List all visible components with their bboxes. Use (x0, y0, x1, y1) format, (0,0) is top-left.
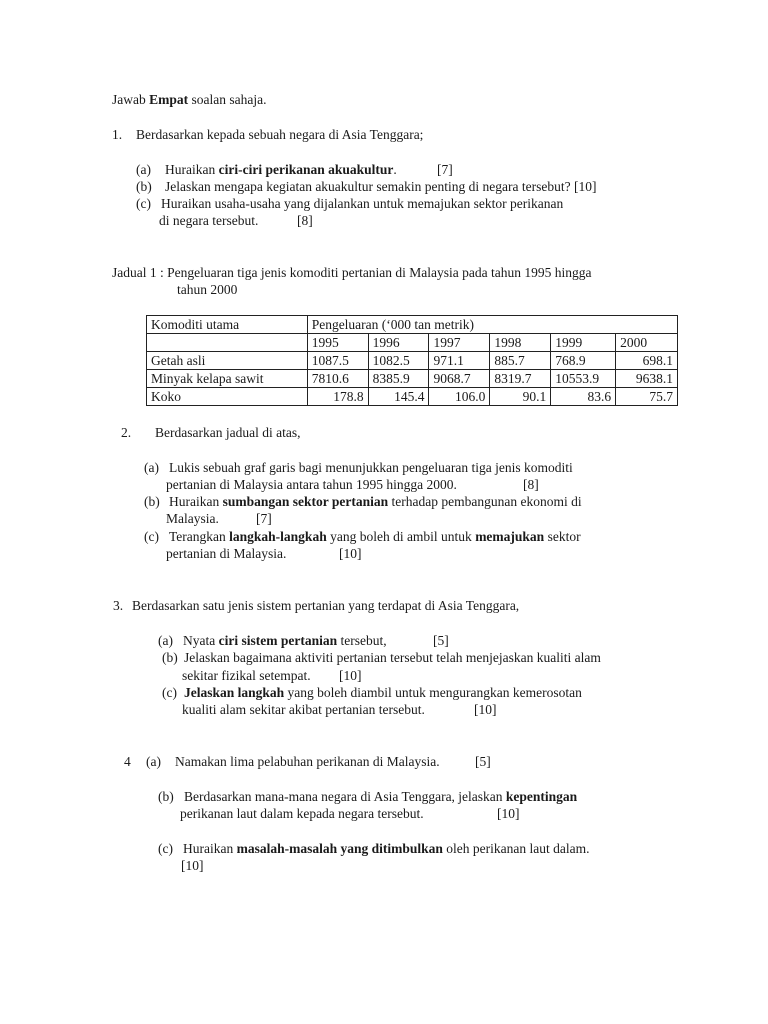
q2b-line1 (169, 493, 582, 511)
q4a-label: (a) (146, 754, 161, 769)
q2c-mid: yang boleh di ambil untuk (326, 529, 476, 544)
q3c-bold: Jelaskan langkah (184, 685, 285, 700)
instruction-bold: Empat (149, 92, 189, 107)
q1c-line2: di negara tersebut. (159, 213, 259, 228)
table-caption-line1: Jadual 1 : Pengeluaran tiga jenis komoditi pertanian di Malaysia pada tahun 1995 hingga (112, 265, 592, 280)
table-head-production: Pengeluaran (‘000 tan metrik) (307, 316, 677, 334)
table-head-commodity: Komoditi utama (147, 316, 308, 334)
q4c-pre: Huraikan (183, 841, 237, 856)
q4c-label: (c) (158, 841, 173, 856)
q2c-label: (c) (144, 529, 159, 544)
q3c-label: (c) (162, 685, 177, 700)
q4c-line1 (183, 840, 590, 858)
q2a-line2: pertanian di Malaysia antara tahun 1995 hingga 2000. (166, 477, 457, 492)
table-cell: 10553.9 (551, 370, 616, 388)
table-row-name: Koko (147, 388, 308, 406)
table-cell: 971.1 (429, 352, 490, 370)
q2a-label: (a) (144, 460, 159, 475)
table-row-name: Minyak kelapa sawit (147, 370, 308, 388)
table-year: 1995 (307, 334, 368, 352)
q2b-marks: [7] (256, 511, 272, 526)
q1b-label: (b) (136, 179, 152, 194)
q4-number: 4 (124, 754, 131, 769)
table-year: 1999 (551, 334, 616, 352)
table-row (147, 370, 678, 388)
q1b-text: Jelaskan mengapa kegiatan akuakultur semakin penting di negara tersebut? [10] (165, 179, 597, 194)
table-cell: 178.8 (307, 388, 368, 406)
q3c-post: yang boleh diambil untuk mengurangkan kemerosotan (284, 685, 582, 700)
q3c-line2: kualiti alam sekitar akibat pertanian tersebut. (182, 702, 425, 717)
table-cell: 83.6 (551, 388, 616, 406)
q4b-line2: perikanan laut dalam kepada negara tersebut. (180, 806, 424, 821)
q3-number: 3. (113, 598, 124, 613)
instruction (112, 91, 266, 109)
q2a-line1: Lukis sebuah graf garis bagi menunjukkan pengeluaran tiga jenis komoditi (169, 460, 573, 475)
q1a-label: (a) (136, 162, 151, 177)
table-cell: 1082.5 (368, 352, 429, 370)
q2c-bold2: memajukan (475, 529, 545, 544)
q2-stem: Berdasarkan jadual di atas, (155, 425, 301, 440)
q2c-line1 (169, 528, 581, 546)
table-cell: 9068.7 (429, 370, 490, 388)
table-years-row (147, 334, 678, 352)
table-cell: 145.4 (368, 388, 429, 406)
q2-number: 2. (121, 425, 132, 440)
table-header-row (147, 316, 678, 334)
instruction-text: Jawab (112, 92, 150, 107)
q2c-pre: Terangkan (169, 529, 230, 544)
q3a-post: tersebut, (337, 633, 387, 648)
q1a-text (165, 161, 397, 179)
instruction-text-end: soalan sahaja. (188, 92, 267, 107)
q2b-post: terhadap pembangunan ekonomi di (388, 494, 582, 509)
q2c-marks: [10] (339, 546, 362, 561)
q1-number: 1. (112, 127, 123, 142)
table-year: 1997 (429, 334, 490, 352)
q2b-pre: Huraikan (169, 494, 223, 509)
q4a-marks: [5] (475, 754, 491, 769)
table-cell: 885.7 (490, 352, 551, 370)
table-cell: 8385.9 (368, 370, 429, 388)
q2c-line2: pertanian di Malaysia. (166, 546, 287, 561)
q3c-marks: [10] (474, 702, 497, 717)
q3-stem: Berdasarkan satu jenis sistem pertanian yang terdapat di Asia Tenggara, (132, 598, 520, 613)
q3a-marks: [5] (433, 633, 449, 648)
q3a-bold: ciri sistem pertanian (218, 633, 338, 648)
q4b-pre: Berdasarkan mana-mana negara di Asia Tenggara, jelaskan (184, 789, 506, 804)
table-cell: 1087.5 (307, 352, 368, 370)
table-cell: 106.0 (429, 388, 490, 406)
q4b-marks: [10] (497, 806, 520, 821)
q4b-line1 (184, 788, 577, 806)
q4c-marks: [10] (181, 858, 204, 873)
table-caption-line2: tahun 2000 (177, 282, 238, 297)
table-cell-empty (147, 334, 308, 352)
table-cell: 8319.7 (490, 370, 551, 388)
q4b-bold: kepentingan (505, 789, 578, 804)
q3a-text (183, 632, 387, 650)
production-table (146, 315, 678, 406)
table-row (147, 352, 678, 370)
table-cell: 7810.6 (307, 370, 368, 388)
q1a-bold: ciri-ciri perikanan akuakultur (218, 162, 394, 177)
q1-stem: Berdasarkan kepada sebuah negara di Asia Tenggara; (136, 127, 424, 142)
table-cell: 9638.1 (616, 370, 678, 388)
q4a-text: Namakan lima pelabuhan perikanan di Malaysia. (175, 754, 440, 769)
q1a-pre: Huraikan (165, 162, 219, 177)
q3b-line1: Jelaskan bagaimana aktiviti pertanian tersebut telah menjejaskan kualiti alam (184, 650, 601, 665)
table-row (147, 388, 678, 406)
table-year: 1996 (368, 334, 429, 352)
q2c-post: sektor (544, 529, 581, 544)
q1c-marks: [8] (297, 213, 313, 228)
q3a-pre: Nyata (183, 633, 219, 648)
q3b-label: (b) (162, 650, 178, 665)
table-cell: 768.9 (551, 352, 616, 370)
q2b-line2: Malaysia. (166, 511, 219, 526)
q1c-label: (c) (136, 196, 151, 211)
q3b-line2: sekitar fizikal setempat. (182, 668, 311, 683)
table-cell: 90.1 (490, 388, 551, 406)
q4b-label: (b) (158, 789, 174, 804)
q2b-label: (b) (144, 494, 160, 509)
q4c-post: oleh perikanan laut dalam. (442, 841, 590, 856)
q4c-bold: masalah-masalah yang ditimbulkan (236, 841, 443, 856)
table-year: 1998 (490, 334, 551, 352)
q1c-line1: Huraikan usaha-usaha yang dijalankan untuk memajukan sektor perikanan (161, 196, 564, 211)
table-row-name: Getah asli (147, 352, 308, 370)
q1a-post: . (393, 162, 397, 177)
q3c-line1 (184, 684, 582, 702)
q2b-bold: sumbangan sektor pertanian (222, 494, 389, 509)
q2c-bold1: langkah-langkah (229, 529, 327, 544)
q3b-marks: [10] (339, 668, 362, 683)
q3a-label: (a) (158, 633, 173, 648)
table-cell: 75.7 (616, 388, 678, 406)
q1a-marks: [7] (437, 162, 453, 177)
q2a-marks: [8] (523, 477, 539, 492)
table-cell: 698.1 (616, 352, 678, 370)
table-year: 2000 (616, 334, 678, 352)
